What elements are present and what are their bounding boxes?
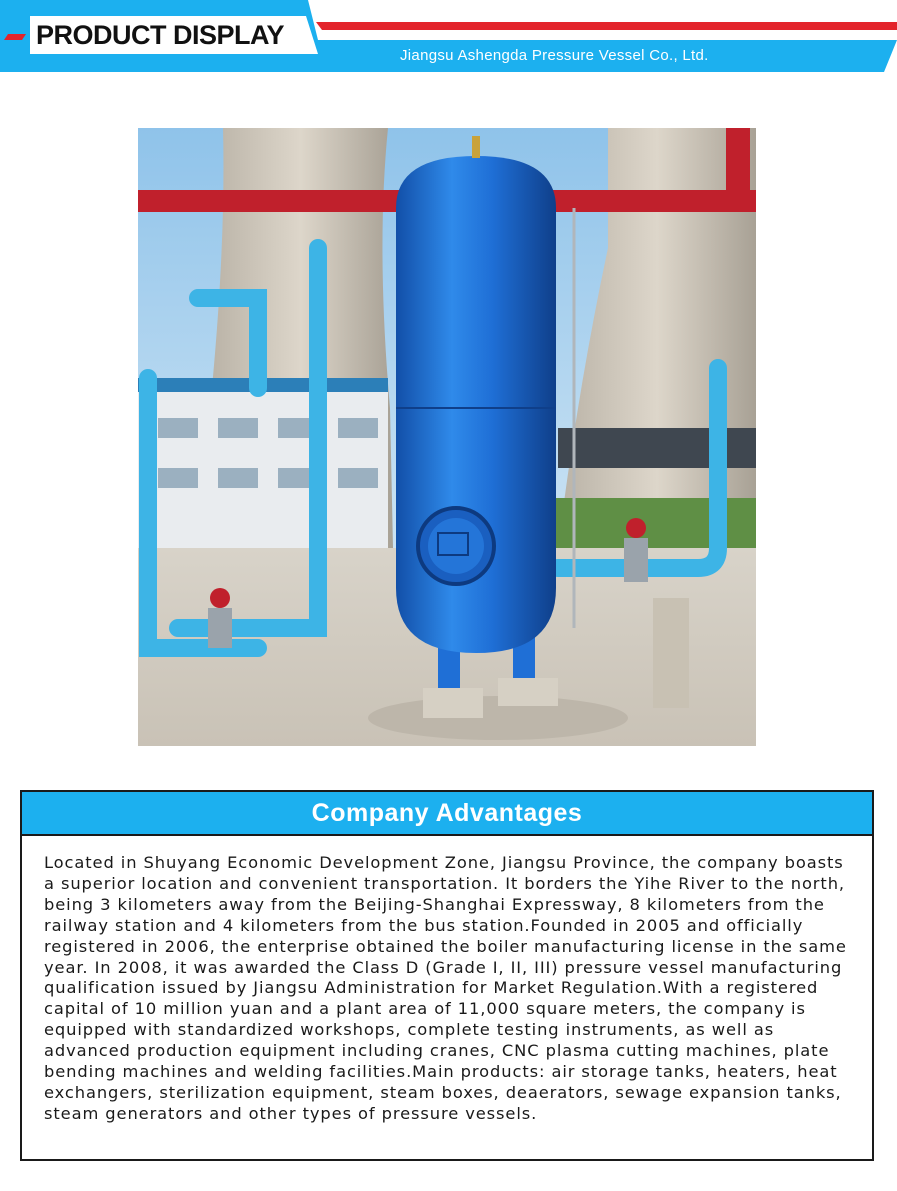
header-banner — [0, 0, 897, 80]
advantages-title: Company Advantages — [311, 798, 583, 827]
advantages-header — [22, 792, 872, 836]
advantages-panel — [20, 790, 874, 1161]
page-title: PRODUCT DISPLAY — [36, 20, 285, 50]
product-photo — [138, 128, 756, 746]
advantages-text: Located in Shuyang Economic Development Zone, Jiangsu Province, the company boasts a superior location and convenient transportation. It borders the Yihe River to the north, being 3 kilometers away from the Beijing-Shanghai Expressway, 8 kilometers from the railway station and 4 kilometers from the bus station.Founded in 2005 and officially registered in 2006, the enterprise obtained the boiler manufacturing license in the same year. In 2008, it was awarded the Class D (Grade I, II, III) pressure vessel manufacturing qualification issued by Jiangsu Administration for Market Regulation.With a registered capital of 10 million yuan and a plant area of 11,000 square meters, the company is equipped with standardized workshops, complete testing instruments, as well as advanced production equipment including cranes, CNC plasma cutting machines, plate bending machines and welding facilities.Main products: air storage tanks, heaters, heat exchangers, sterilization equipment, steam boxes, deaerators, sewage expansion tanks, steam generators and other types of pressure vessels. — [44, 853, 847, 1123]
company-name: Jiangsu Ashengda Pressure Vessel Co., Ltd. — [400, 47, 709, 64]
